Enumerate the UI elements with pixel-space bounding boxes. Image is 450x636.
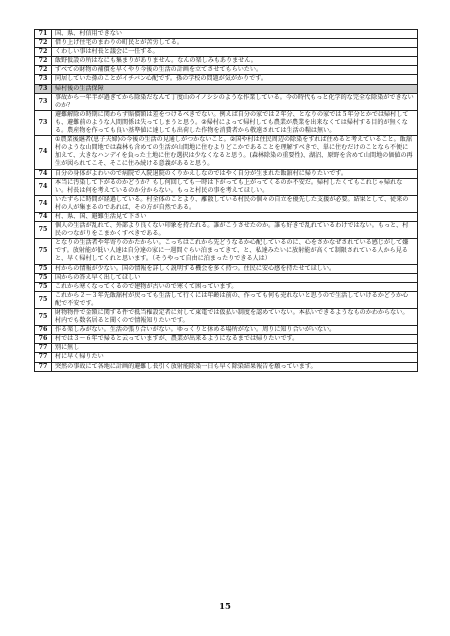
table-row	[35, 39, 418, 48]
table-row	[35, 353, 418, 362]
respondent-age-cell: 72	[35, 48, 52, 57]
page-number: 15	[219, 602, 231, 612]
table-row	[35, 282, 418, 291]
table-row	[35, 273, 418, 282]
respondent-age-cell: 72	[35, 39, 52, 48]
respondent-age-cell: 75	[35, 273, 52, 282]
comment-cell: 村に早く帰りたい	[52, 353, 418, 362]
table-row	[35, 93, 418, 110]
table-row	[35, 362, 418, 371]
table-row	[35, 169, 418, 178]
table-row	[35, 178, 418, 195]
respondent-age-cell: 76	[35, 326, 52, 335]
comment-cell: 突然の事故にて各地に計画的避難し長引く放射能除染一日も早く除染結果報告を願っています。	[52, 362, 418, 371]
table-row	[35, 110, 418, 135]
comment-cell: 国からの答え早く出してほしい	[52, 273, 418, 282]
table-row	[35, 195, 418, 212]
respondent-age-cell: 75	[35, 222, 52, 239]
comment-cell: 財物物件で金額に関する件で抵当権設定者に対して東電では仮払い制度を認めていない。本払いできるようなものかわからない。村内でも数名居ると聞くので情報知りたいです。	[52, 309, 418, 326]
table-row	[35, 326, 418, 335]
table-row	[35, 335, 418, 344]
table-row	[35, 222, 418, 239]
respondent-age-cell: 77	[35, 344, 52, 353]
table-row	[35, 264, 418, 273]
respondent-age-cell: 77	[35, 353, 52, 362]
comment-cell: 村、県、国、避難生活見て下さい	[52, 212, 418, 221]
respondent-age-cell: 74	[35, 195, 52, 212]
comment-cell: 帰村後の生活保障	[52, 84, 418, 93]
respondent-age-cell: 73	[35, 93, 52, 110]
respondent-age-cell: 71	[35, 30, 52, 39]
respondent-age-cell: 72	[35, 66, 52, 75]
comment-cell: 村では３～６年で帰ると云っていますが、農業が出来るようになるまでは帰りたいです。	[52, 335, 418, 344]
table-row	[35, 309, 418, 326]
comment-cell: 作る楽しみがない。生活の張り合いがない。ゆっくりと休める場所がない。周りに知り合いがいない。	[52, 326, 418, 335]
table-row	[35, 75, 418, 84]
respondent-age-cell: 75	[35, 282, 52, 291]
respondent-age-cell: 74	[35, 212, 52, 221]
respondent-age-cell: 73	[35, 75, 52, 84]
comment-cell: ①農業後継者(息子夫婦)の今後の生活の見通しがつかないこと。②国や村は住民周辺の除染をすれば住めると考えていること。飯舘村のような山間地では森林も含めての生活が山間地に住むよりどこかであることを理解すべきで、単に住むだけのことなら不便に加えて、大きなハンデイを負った土地に住む選択は少なくなると思う。(森林除染の重要性)、湖沼、原野を含めて山間地の価値の再生が図られてこそ、そこに住み続ける意義があると思う。	[52, 136, 418, 169]
comment-cell: 借り上げ住宅のまわりの町民とが苦労してる。	[52, 39, 418, 48]
comment-cell: 国、県、村信用できない	[52, 30, 418, 39]
comment-cell: 避難解除の時期に関わらず賠償額は差をつけるべきでない。例えば自分の家では２年分、となりの家では５年分とかでは帰村しても、避難前のような人間関係は失ってしまうと思う。②帰村によって帰村しても農業が農業を出来なくては帰村する目的が無くなる。農産物を作っても良い基準値に達しても出荷した作物を消費者から敬遠されては生活の糧は無い。	[52, 110, 418, 135]
comment-cell: すべての財物の補償を早くやり今後の生活の計画を立てさせてもらいたい。	[52, 66, 418, 75]
comment-cell: 自分の身体がよわいので病院で入院退院のくりかえしなのではやく自分が生まれた飯舘村に帰りたいです。	[52, 169, 418, 178]
comment-cell: これから寒くなってくるので建物が古いので寒くて困っています。	[52, 282, 418, 291]
respondent-age-cell: 75	[35, 264, 52, 273]
table-row	[35, 344, 418, 353]
comments-table-body	[35, 30, 418, 372]
table-row	[35, 212, 418, 221]
table-row	[35, 57, 418, 66]
comment-cell: 村からの情報が少ない。国の情報を詳しく説明する機会を多く持つ。住民に安心感を持たせてほしい。	[52, 264, 418, 273]
comments-table	[34, 29, 418, 372]
table-row	[35, 30, 418, 39]
table-row	[35, 66, 418, 75]
table-row	[35, 48, 418, 57]
respondent-age-cell: 75	[35, 239, 52, 264]
comment-cell: 事故から一年半が過ぎてから除染だなんて丁度山のイノシシのような作業している。今の時代もっと化学的な完全な除染ができないのか？	[52, 93, 418, 110]
respondent-age-cell: 73	[35, 110, 52, 135]
comment-cell: 本当に汚染して下がるのかどうか？もし何回しても一時は下がっても上がってくるのか不安だ。帰村したくてもこれじゃ帰れない。村長は何を考えているのか分からない。もっと村民の事を考えてほしい。	[52, 178, 418, 195]
respondent-age-cell: 77	[35, 362, 52, 371]
respondent-age-cell: 75	[35, 291, 52, 308]
respondent-age-cell: 76	[35, 335, 52, 344]
respondent-age-cell: 72	[35, 57, 52, 66]
respondent-age-cell: 74	[35, 178, 52, 195]
table-row	[35, 239, 418, 264]
table-row	[35, 84, 418, 93]
respondent-age-cell: 74	[35, 136, 52, 169]
respondent-age-cell: 73	[35, 84, 52, 93]
respondent-age-cell: 75	[35, 309, 52, 326]
comment-cell: 別に無し	[52, 344, 418, 353]
comment-cell: これから２～３年先飯舘村が戻っても生活して行くには年齢は前の、作っても何も売れないと思うので生活していけるかどうか心配で不安です。	[52, 291, 418, 308]
comment-cell: 飯野仮設の所はなにも集まりがありません。なんの楽しみもありません。	[52, 57, 418, 66]
comment-cell: となりの生活者や年寄りのかたからい。こっちはこれから先どうなるか心配しているのに、心をさかなぜされている感じがして嫌です。放射能が低い人達は自分達の家に一週間ぐらい泊まってきて、と、私達みたいに放射能が高くて制限されている人から見ると、早く帰村してくれと思います。（そうやって自由に泊まったりできる人は）	[52, 239, 418, 264]
respondent-age-cell: 74	[35, 169, 52, 178]
comment-cell: いたずらに時間が経過している。村全体のことより、離散している村民の個々の自立を優先した支援が必要。結果として、従来の村の人が集まるのであれば、その方が自然である。	[52, 195, 418, 212]
comment-cell: 同居していた孫のことがイチバン心配です。孫の学校の問題が気がかりです。	[52, 75, 418, 84]
table-row	[35, 136, 418, 169]
table-row	[35, 291, 418, 308]
comment-cell: くわしい事は村長と議会に一任する。	[52, 48, 418, 57]
comment-cell: 個人の生活が乱れて、外部より良くない印象を持たれる。誰がこうさせたのか。誰も好きで乱れているわけではない。もっと、村民のつながりをこまかくすべきである。	[52, 222, 418, 239]
